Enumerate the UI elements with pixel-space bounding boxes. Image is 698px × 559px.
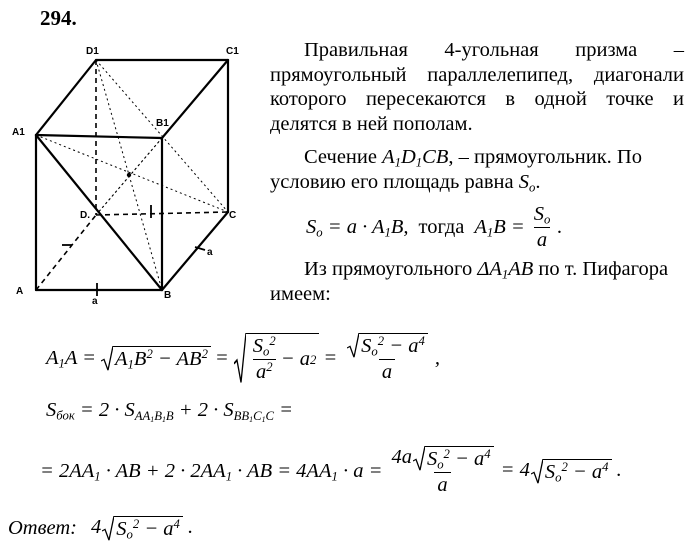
edge-label-a-right: a bbox=[207, 247, 213, 258]
label-A1: A1 bbox=[12, 127, 25, 138]
paragraph-3: Из прямоугольного $\Delta A_1AB$ по т. Пифагора имеем: bbox=[270, 258, 669, 305]
equation-result: = $2AA_1$ · AB + $2 \cdot 2AA_1$ · AB = $4AA_1 \cdot a$ = 4a $S_o^2 - a^4$ a = 4 $S_o^2 - a^4$ . bbox=[40, 446, 622, 496]
paragraph-2: Сечение $A_1D_1CB$, – прямоугольник. По условию его площадь равна $S_o$. bbox=[270, 146, 642, 195]
edge-label-a-bottom: a bbox=[92, 296, 98, 305]
label-B1: B1 bbox=[156, 118, 169, 129]
label-D1: D1 bbox=[86, 46, 99, 57]
prism-figure bbox=[12, 40, 247, 305]
label-C: C bbox=[229, 210, 237, 221]
problem-number: 294. bbox=[40, 6, 77, 30]
answer: Ответ: 4 $S_o^2 - a^4$ . bbox=[8, 516, 194, 542]
label-D: D. bbox=[80, 210, 90, 221]
label-A: A bbox=[16, 286, 24, 297]
paragraph-1: Правильная 4-угольная призма – прямоугольный параллелепипед, диагонали которого пересекаются в одной точке и делятся в ней пополам. bbox=[270, 39, 684, 135]
label-C1: C1 bbox=[226, 46, 239, 57]
equation-A1A: $A_1A$ = $A_1B^2 - AB^2$ = $\frac{S_o^2}{a^2}$ − a 2 = $\frac{S_o^2 - a^4}{a}$ , bbox=[46, 334, 440, 383]
equation-area: $S_o = a \cdot A_1B$, тогда $A_1B$ = $\frac{S_o}{a}$ . bbox=[306, 203, 563, 251]
equation-Sbok: $S_{бок} = 2 \cdot S_{AA_1B_1B} + 2 \cdot S_{BB_1C_1C}$ = bbox=[46, 399, 293, 424]
label-B: B bbox=[164, 290, 172, 301]
